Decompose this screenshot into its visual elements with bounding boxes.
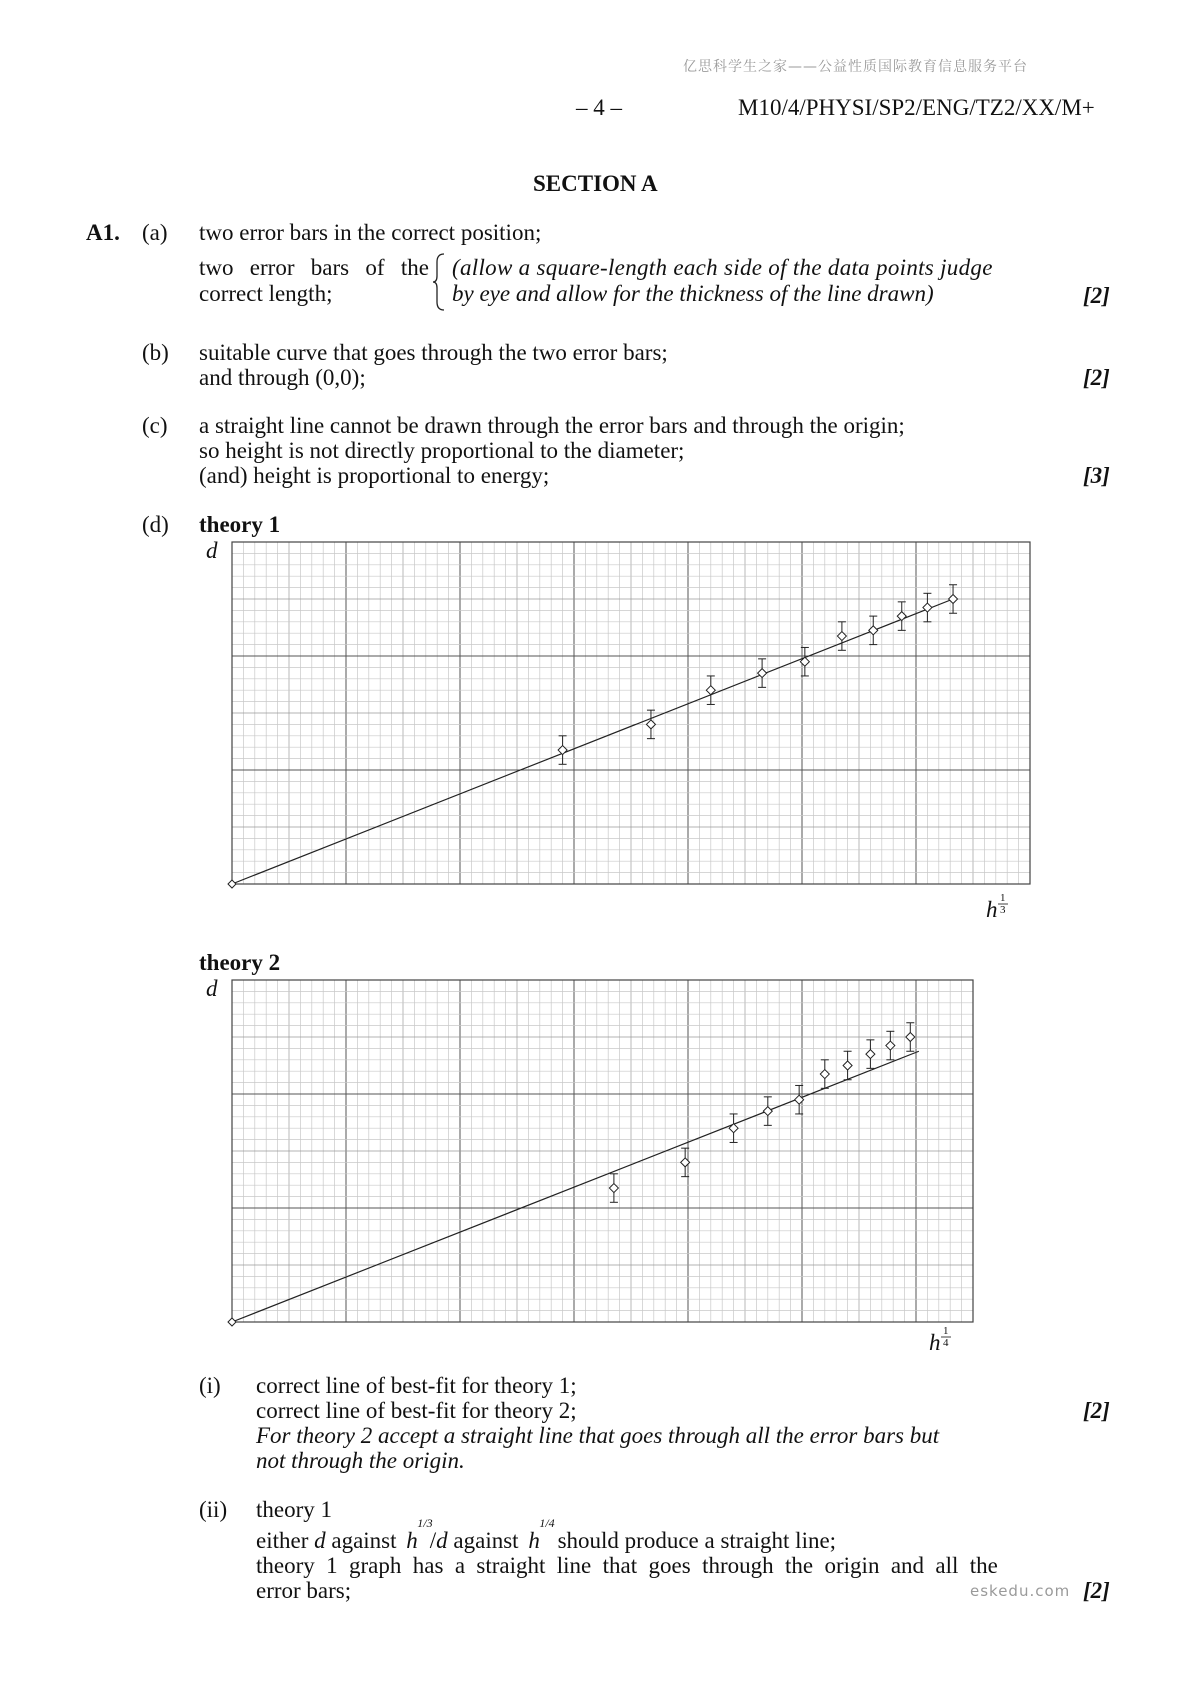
x-axis-label: h (929, 1330, 941, 1355)
part-d-i-line1: correct line of best-fit for theory 1; (256, 1373, 577, 1398)
word: a (454, 1553, 466, 1578)
best-fit-line (232, 1051, 919, 1322)
data-point (866, 1050, 875, 1059)
word: two (199, 255, 234, 280)
part-a-line2b: correct length; (199, 281, 333, 306)
part-d-i-line2: correct line of best-fit for theory 2; (256, 1398, 577, 1423)
part-b-label: (b) (142, 340, 169, 365)
part-b-line2: and through (0,0); (199, 365, 366, 390)
part-a-brace (432, 252, 446, 312)
data-point (763, 1107, 772, 1116)
best-fit-line (232, 599, 953, 884)
part-d-ii-line2 (256, 1516, 837, 1554)
against-word-2: against (453, 1528, 519, 1553)
part-b-line1: suitable curve that goes through the two error bars; (199, 340, 668, 365)
question-label: A1. (86, 220, 120, 245)
part-c-line3: (and) height is proportional to energy; (199, 463, 550, 488)
section-title: SECTION A (533, 171, 658, 196)
x-axis-exponent-denominator: 3 (1000, 904, 1006, 916)
exponent-one-quarter: 1/4 (539, 1516, 555, 1530)
part-a-line2a (199, 255, 429, 281)
part-c-label: (c) (142, 413, 168, 438)
paper-code: M10/4/PHYSI/SP2/ENG/TZ2/XX/M+ (738, 95, 1095, 120)
h-third-power (406, 1516, 433, 1554)
word: through (702, 1553, 774, 1578)
word: straight (476, 1553, 546, 1578)
word: and (890, 1553, 925, 1578)
word: bars (310, 255, 350, 280)
part-a-note1: (allow a square-length each side of the data points judge (452, 255, 993, 280)
part-d-i-line3: For theory 2 accept a straight line that goes through all the error bars but (256, 1423, 940, 1448)
part-d-ii-line1: theory 1 (256, 1497, 333, 1522)
justified-line (256, 1553, 998, 1579)
h-variable: h (406, 1528, 418, 1553)
x-axis-exponent-denominator: 4 (943, 1337, 949, 1349)
word: has (412, 1553, 444, 1578)
part-b-mark: [2] (1083, 365, 1110, 390)
slash: / (429, 1528, 437, 1553)
theory2-chart (190, 975, 990, 1355)
word: theory (256, 1553, 315, 1578)
d-variable-2: d (436, 1528, 448, 1553)
h-variable-2: h (528, 1528, 540, 1553)
word: of (365, 255, 385, 280)
origin-point (228, 1318, 236, 1326)
should-text: should produce a straight line; (557, 1528, 837, 1553)
word: the (969, 1553, 998, 1578)
part-a-mark: [2] (1083, 283, 1110, 308)
d-variable: d (314, 1528, 326, 1553)
part-c-line1: a straight line cannot be drawn through the error bars and through the origin; (199, 413, 905, 438)
part-d-ii-line3 (256, 1553, 998, 1579)
theory1-chart (190, 535, 1050, 930)
part-d-label: (d) (142, 512, 169, 537)
word: the (785, 1553, 814, 1578)
watermark-top: 亿思科学生之家——公益性质国际教育信息服务平台 (683, 59, 1028, 75)
origin-point (228, 880, 236, 888)
either-word: either (256, 1528, 309, 1553)
word: that (602, 1553, 638, 1578)
word: the (400, 255, 429, 280)
word: graph (349, 1553, 402, 1578)
exponent-one-third: 1/3 (417, 1516, 433, 1530)
h-quarter-power (528, 1516, 555, 1554)
theory2-title: theory 2 (199, 950, 281, 975)
part-d-ii-label: (ii) (199, 1497, 228, 1522)
part-d-i-line4: not through the origin. (256, 1448, 465, 1473)
part-d-ii-mark: [2] (1083, 1578, 1110, 1603)
word: 1 (326, 1553, 338, 1578)
y-axis-label: d (206, 976, 218, 1001)
x-axis-label: h (986, 897, 998, 922)
part-a-note2: by eye and allow for the thickness of the line drawn) (452, 281, 934, 306)
x-axis-exponent-numerator: 1 (1000, 892, 1006, 904)
page-number: – 4 – (576, 95, 622, 120)
theory1-title: theory 1 (199, 512, 281, 537)
part-d-i-label: (i) (199, 1373, 221, 1398)
word: error (249, 255, 295, 280)
word: goes (648, 1553, 691, 1578)
part-c-line2: so height is not directly proportional to the diameter; (199, 438, 685, 463)
part-d-ii-line4: error bars; (256, 1578, 352, 1603)
part-a-line1: two error bars in the correct position; (199, 220, 542, 245)
part-a-label: (a) (142, 220, 168, 245)
word: origin (824, 1553, 880, 1578)
watermark-bottom: eskedu.com (970, 1582, 1071, 1600)
data-point (843, 1061, 852, 1070)
data-point (906, 1033, 915, 1042)
y-axis-label: d (206, 538, 218, 563)
word: all (935, 1553, 959, 1578)
word: line (556, 1553, 592, 1578)
part-d-i-mark: [2] (1083, 1398, 1110, 1423)
x-axis-exponent-numerator: 1 (943, 1325, 949, 1337)
against-word: against (331, 1528, 397, 1553)
part-c-mark: [3] (1083, 463, 1110, 488)
